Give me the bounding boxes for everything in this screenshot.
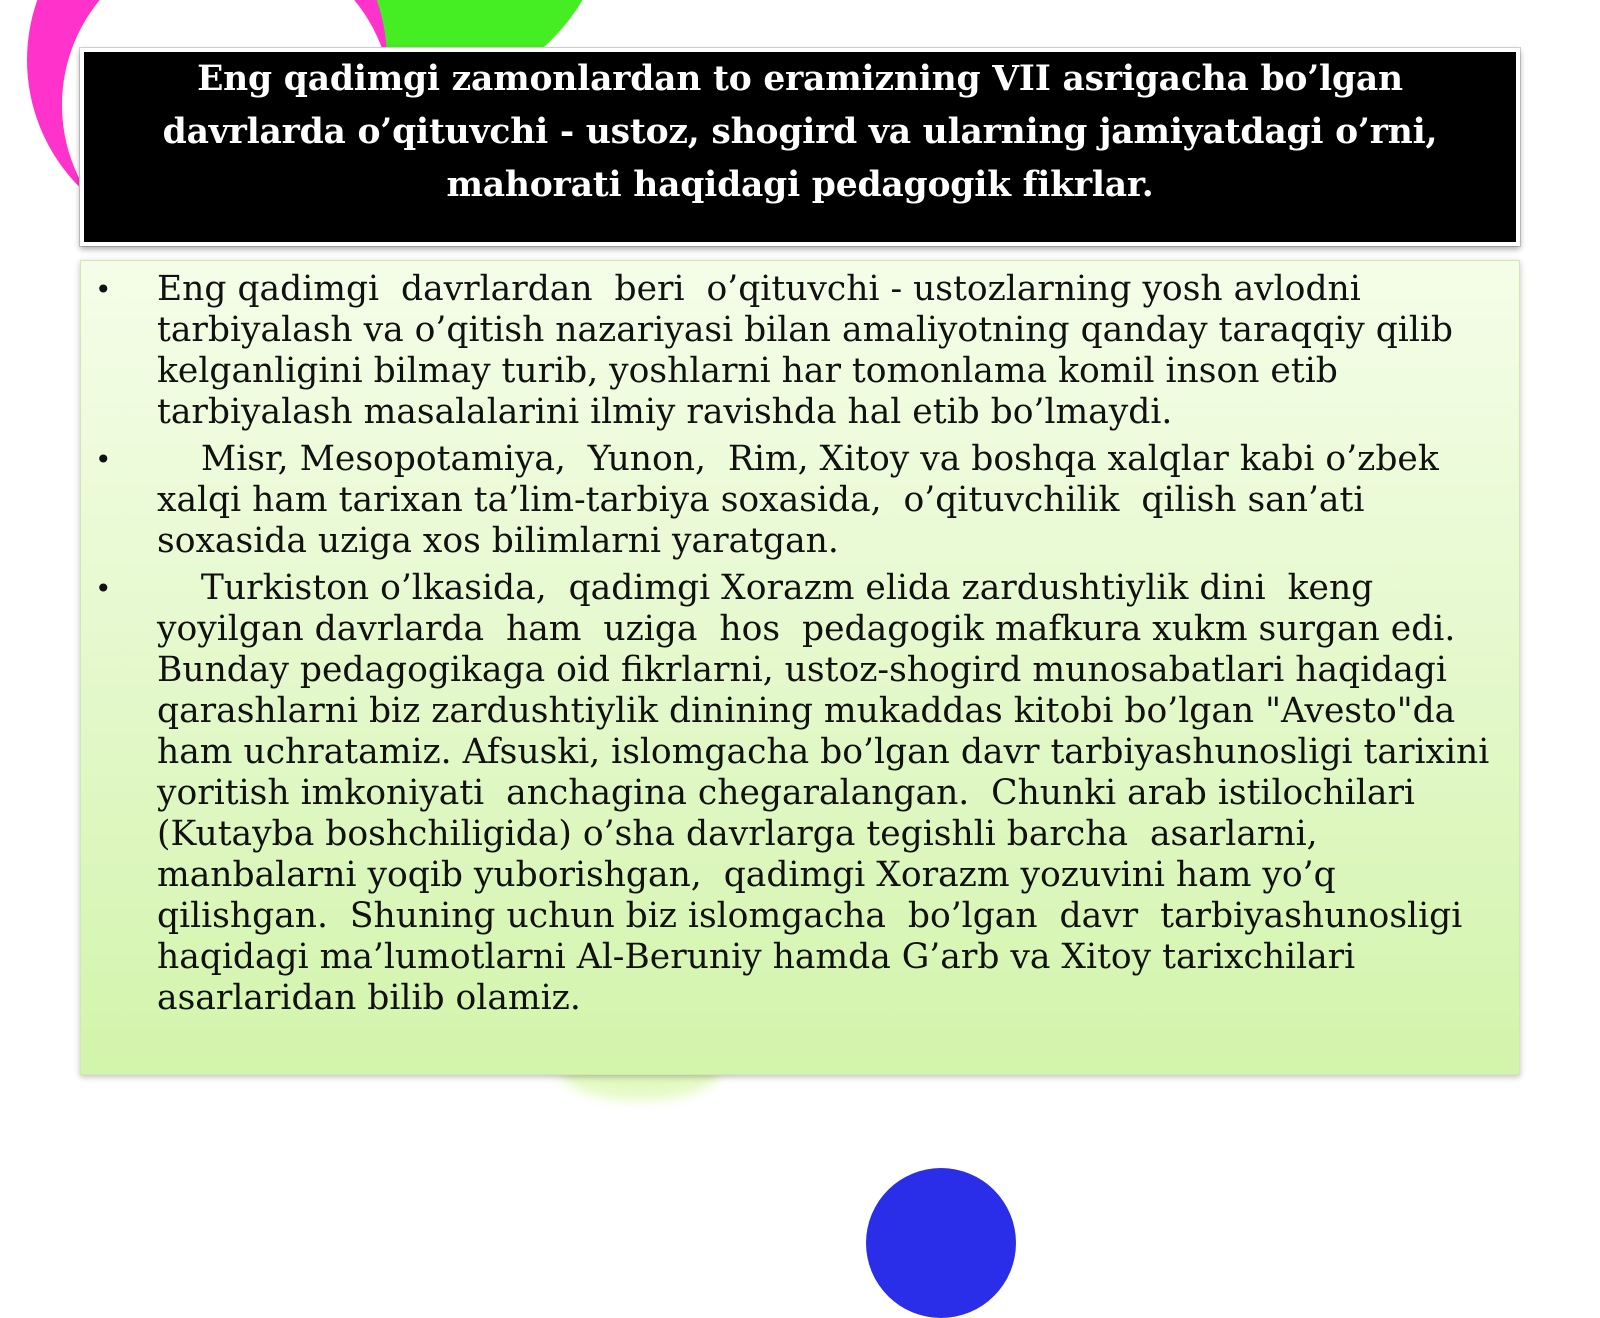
slide-content-box bbox=[80, 260, 1520, 1075]
bullet-text: Turkiston o’lkasida, qadimgi Xorazm elida zardushtiylik dini keng yoyilgan davrlarda ham uziga hos pedagogik mafkura xukm surgan edi. Bunday pedagogikaga oid fikrlarni, ustoz-shogird munosabatlari haqidagi qarashlarni biz zardushtiylik dinining mukaddas kitobi bo’lgan "Avesto"da ham uchratamiz. Afsuski, islomgacha bo’lgan davr tarbiyashunosligi tarixini yoritish imkoniyati anchagina chegaralangan. Chunki arab istilochilari (Kutayba boshchiligida) o’sha davrlarga tegishli barcha asarlarni, manbalarni yoqib yuborishgan, qadimgi Xorazm yozuvini ham yo’q qilishgan. Shuning uchun biz islomgacha bo’lgan davr tarbiyashunosligi haqidagi ma’lumotlarni Al-Beruniy hamda G’arb va Xitoy tarixchilari asarlaridan bilib olamiz. bbox=[157, 568, 1501, 1018]
bullet-item bbox=[81, 439, 1519, 562]
bullet-item bbox=[81, 568, 1519, 1019]
decorative-blue-circle bbox=[866, 1168, 1016, 1318]
bullet-icon: • bbox=[95, 273, 112, 306]
bullet-text: Eng qadimgi davrlardan beri o’qituvchi - ustozlarning yosh avlodni tarbiyalash va o’qitish nazariyasi bilan amaliyotning qanday taraqqiy qilib kelganligini bilmay turib, yoshlarni har tomonlama komil inson etib tarbiyalash masalalarini ilmiy ravishda hal etib bo’lmaydi. bbox=[157, 269, 1464, 432]
bullet-icon: • bbox=[95, 572, 112, 605]
bullet-icon: • bbox=[95, 443, 112, 476]
bullet-item bbox=[81, 269, 1519, 433]
slide-title: Eng qadimgi zamonlardan to eramizning VII asrigacha bo’lgan davrlarda o’qituvchi - ustoz, shogird va ularning jamiyatdagi o’rni, mahorati haqidagi pedagogik fikrlar. bbox=[162, 59, 1438, 205]
bullet-text: Misr, Mesopotamiya, Yunon, Rim, Xitoy va boshqa xalqlar kabi o’zbek xalqi ham tarixan ta’lim-tarbiya soxasida, o’qituvchilik qilish san’ati soxasida uziga xos bilimlarni yaratgan. bbox=[157, 439, 1450, 561]
bullet-list bbox=[81, 269, 1519, 1025]
slide-title-box bbox=[80, 48, 1520, 246]
